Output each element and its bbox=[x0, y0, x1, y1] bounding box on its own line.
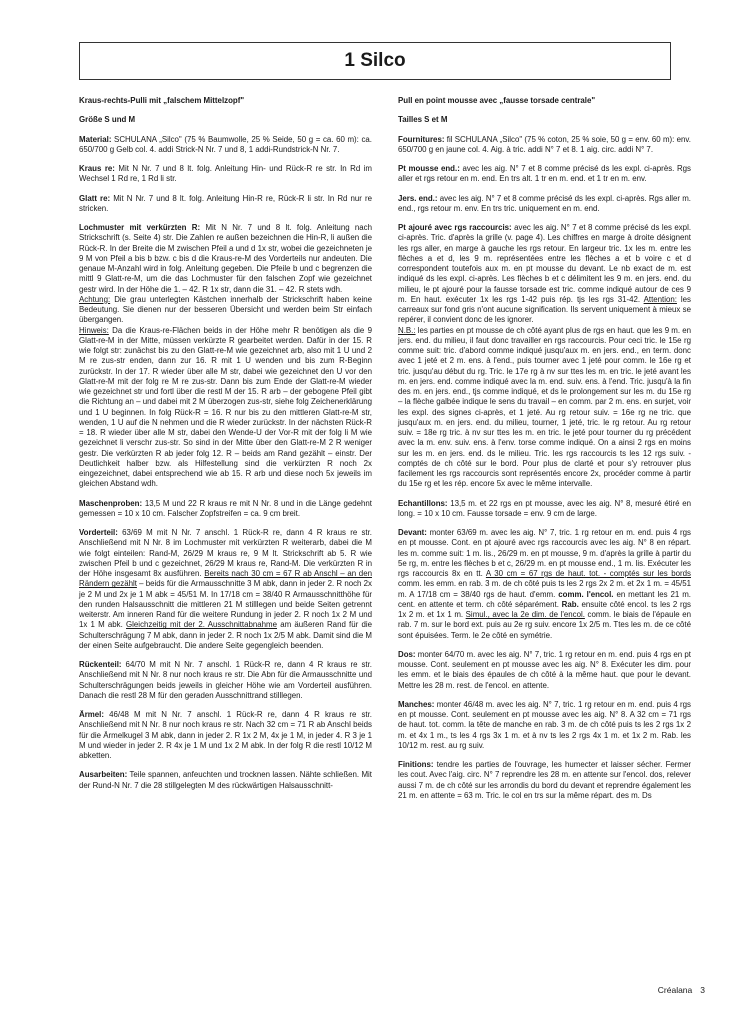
vorderteil-text-2: – beids für die Armausschnitte 3 M abk, dann in jeder 2. R noch 2x je 2 M und 2x je 1 M abk = 45/51 M. In 17/18 cm = 38/40 R Armausschnitthöhe für den runden Halsausschnitt die mittleren 21 M stilllegen und beide Seiten getrennt weiterstr. Am inneren Rand für die weitere Rundung in jeder 2. R noch 1x 2 M und 1x 1 M abk. bbox=[79, 579, 372, 630]
german-sizes: Größe S und M bbox=[79, 115, 136, 125]
hinweis-label: Hinweis: bbox=[79, 325, 109, 335]
attention-text: les carreaux sur fond gris n'ont aucune signification. Ils servent uniquement à mieux se repérer, il convient donc de les ignorer. bbox=[398, 294, 692, 325]
material-label: Material: bbox=[79, 134, 112, 144]
fournitures-text: fil SCHULANA „Silco" (75 % coton, 25 % soie, 50 g = env. 60 m): env. 650/700 g en jaune col. 4. Aig. à tric. addi N° 7 et 8. 1 aig. circ. addi N° 7. bbox=[398, 134, 691, 154]
page-title: 1 Silco bbox=[344, 50, 406, 71]
pt-mousse-text: avec les aig. N° 7 et 8 comme précisé ds les expl. ci-après. Rgs aller et rgs retour en m. end. En trs alt. 1 tr en m. end. et 1 tr en m. env. bbox=[398, 164, 691, 184]
glatt-text: Mit N Nr. 7 und 8 lt. folg. Anleitung Hin-R re, Rück-R li str. In Rd nur re stricken. bbox=[79, 193, 372, 213]
fournitures-paragraph bbox=[398, 135, 691, 156]
devant-bold-2: Rab. bbox=[561, 599, 579, 609]
echantillons-paragraph bbox=[398, 499, 691, 520]
kraus-paragraph bbox=[79, 164, 372, 185]
pt-mousse-label: Pt mousse end.: bbox=[398, 164, 460, 173]
devant-paragraph bbox=[398, 528, 691, 641]
ausarbeiten-paragraph bbox=[79, 770, 372, 791]
jers-paragraph bbox=[398, 194, 691, 215]
dos-label: Dos: bbox=[398, 649, 416, 659]
aermel-label: Ärmel: bbox=[79, 710, 104, 719]
lochmuster-paragraph bbox=[79, 223, 372, 490]
german-title: Kraus-rechts-Pulli mit „falschem Mittelzopf" bbox=[79, 96, 245, 105]
kraus-text: Mit N Nr. 7 und 8 lt. folg. Anleitung Hin- und Rück-R re str. In Rd im Wechsel 1 Rd re, 1 Rd li str. bbox=[79, 164, 372, 184]
dos-paragraph bbox=[398, 650, 691, 691]
devant-underline-2: Simul., avec la 2e dim. de l'encol. bbox=[465, 610, 585, 619]
vorderteil-label: Vorderteil: bbox=[79, 528, 118, 537]
glatt-label: Glatt re: bbox=[79, 193, 111, 203]
achtung-label: Achtung: bbox=[79, 294, 111, 304]
lochmuster-label: Lochmuster mit verkürzten R: bbox=[79, 223, 201, 232]
devant-text-5: comm. le biais de l'épaule en rab. 7 m. sur le bord ext. puis au 2e rg suiv. encore 1x 2/5 m. Ttes les m. de ce côté sont épuisées. Term. le 2e côté en symétrie. bbox=[398, 610, 691, 640]
footer-brand: Créalana bbox=[657, 985, 693, 995]
attention-label: Attention: bbox=[643, 294, 677, 304]
fournitures-label: Fournitures: bbox=[398, 134, 445, 144]
rueckenteil-paragraph bbox=[79, 660, 372, 701]
aermel-text: 46/48 M mit N Nr. 7 anschl. 1 Rück-R re, dann 4 R kraus re str. Anschließend mit N Nr. 8 nur noch kraus re str. Nach 32 cm = 71 R ab Anschl beids für die Ärmelkugel 3 M abk, dann in jeder 2. R 1x 2 M, 4x je 1 M, in jeder 4. R 3 je 1 M und wieder in jeder 2. R 4x je 1 M und 1x 2 M abk. In der folg R die restl 10/12 M abketten. bbox=[79, 710, 372, 760]
pt-ajoure-text: avec les aig. N° 7 et 8 comme précisé ds les expl. ci-après. Tric. d'après la grille (v. page 4). Les chiffres en marge à droite désignent les rgs aller, en marge à gauche les rgs retour. En largeur tric. 1x les m. entre les flèches a et d, les 9 m. représentées entre les flèches a et b voire c et d correspondent toutefois aux m. en pt mousse du devant. Le nb exact de m. est indiqué ds les expl. ci-après. Les flèches b et c délimitent les 9 m. en jers. end. du milieu, le pt ajouré pour la fausse torsade est tric. comme indiqué autour de ces 9 m. En haut. exécuter 1x les rgs 1-42 puis rép. tjs les rgs 31-42. bbox=[398, 223, 692, 304]
echantillons-label: Echantillons: bbox=[398, 498, 448, 508]
devant-text-4: ensuite côté encol. ts les 2 rgs 1x 2 m. et 1x 1 m. bbox=[398, 599, 692, 619]
jers-text: avec les aig. N° 7 et 8 comme précisé ds les expl. ci-après. Rgs aller m. end., rgs retour m. env. En trs tric. uniquement en m. end. bbox=[398, 193, 692, 213]
material-paragraph bbox=[79, 135, 372, 156]
finitions-text: tendre les parties de l'ouvrage, les humecter et laisser sécher. Fermer les cout. Avec l'aig. circ. N° 7 reprendre les 28 m. en attente sur l'encol. dos, relever aussi 7 m. de ch côté sur les arrondis du bord du devant et reprendre également les 21 m. en attente = 63 m. Tric. le col en trs sur la même répart. des m. Ds bbox=[398, 760, 691, 800]
pt-ajoure-label: Pt ajouré avec rgs raccourcis: bbox=[398, 223, 512, 232]
pt-mousse-paragraph bbox=[398, 164, 691, 185]
devant-text-3: en mettant les 21 m. cent. en attente et term. ch côté séparément. bbox=[398, 589, 691, 609]
page-footer bbox=[658, 985, 705, 995]
maschenproben-paragraph bbox=[79, 499, 372, 520]
ausarbeiten-label: Ausarbeiten: bbox=[79, 770, 128, 780]
french-sizes: Tailles S et M bbox=[398, 115, 448, 125]
jers-label: Jers. end.: bbox=[398, 193, 438, 203]
french-title: Pull en point mousse avec „fausse torsade centrale" bbox=[398, 96, 596, 105]
aermel-paragraph bbox=[79, 710, 372, 761]
rueckenteil-text: 64/70 M mit N Nr. 7 anschl. 1 Rück-R re, dann 4 R kraus re str. Anschließend mit N Nr. 8 nur noch kraus re str. Die Abn für die Armausschnitte und Schulterschrägungen beids jeweils in gleicher Höhe wie am Vorderteil ausführen. Danach die restl 28 M für den geraden Ausschnittrand stilllegen. bbox=[79, 660, 372, 700]
devant-text-1: monter 63/69 m. avec les aig. N° 7, tric. 1 rg retour en m. end. puis 4 rgs en pt mousse. Cont. en pt ajouré avec rgs raccourcis avec les aig. N° 8 en répart. les m. comme suit: 1 m. lis., 26/29 m. en pt mousse, 9 m. d'après la grille à partir du 5e rg, m. entre les flèches b et c, 26/29 m. en pt mousse end., 1 m. lis. Exécuter les rgs raccourcis 8x en tt. bbox=[398, 528, 691, 578]
vorderteil-underline-2: Gleichzeitig mit der 2. Ausschnittabnahme bbox=[126, 620, 278, 630]
vorderteil-underline-1: Bereits nach 30 cm = 67 R ab Anschl – an den Rändern gezählt bbox=[79, 569, 372, 589]
finitions-label: Finitions: bbox=[398, 760, 434, 769]
page-title-box bbox=[79, 42, 671, 80]
pt-ajoure-paragraph bbox=[398, 223, 691, 490]
devant-label: Devant: bbox=[398, 528, 427, 537]
footer-page-number: 3 bbox=[700, 985, 705, 995]
devant-bold-1: comm. l'encol. bbox=[558, 589, 614, 599]
nb-text: les parties en pt mousse de ch côté ayant plus de rgs en haut. que les 9 m. en jers. end. du milieu, il faut donc travailler en rgs raccourcis. Pour ceci tric. le 15e rg comme suit: tric. d'abord comme indiqué jusqu'aux m. en jers. end., en term. donc avec 1 jeté et 2 m. ens. à l'end., puis tourner avec 1 jeté pour comm. le 16e rg et tric. jusqu'au début du rg. Tric. le 17e rg à nv sur ttes les m. en tric. le jeté avant les m. en jers. end. comme indiqué avec la m. end. suiv. ens. à l'end. Tric. jusqu'à la fin des m. en jers. end., tjs comme indiqué, et ds le prolongement sur les m. du 15e rg – la flèche galbée indique le sens du travail – en comm. par 2 m. ens. en surjet, voir les expl. des signes ci-après, et 1 jeté. Au rg retour suiv. = 16e rg ne tric. que jusqu'aux m. en jers. end. du milieu, tourner, 1 jeté, tric. le rg retour. Au rg retour suiv. = 18e rg tric. à nv sur ttes les m. en tric. le jeté pour tourner du rg précédent avec la m. env. suiv. ens. à l'env. torse comme indiqué. On a ainsi 2 rgs en moins sur les m. en jers. end. ds le milieu. Tric. les rgs raccourcis ts les 12 rgs suiv. - comptés de ch côté sur le bord. Pour plus de clarté et pour s'y retrouver plus facilement les rgs raccourcis sont représentés encore 2x, procéder comme à partir du 15e rg et les rép. encore 5x avec le même intervalle. bbox=[398, 325, 692, 489]
french-column bbox=[398, 96, 691, 810]
rueckenteil-label: Rückenteil: bbox=[79, 660, 122, 669]
devant-underline-1: A 30 cm = 67 rgs de haut. tot. - comptés sur les bords bbox=[485, 569, 691, 578]
german-column bbox=[79, 96, 372, 800]
ausarbeiten-text: Teile spannen, anfeuchten und trocknen lassen. Nähte schließen. Mit der Rund-N Nr. 7 die 28 stillgelegten M des rückwärtigen Halsausschnitt- bbox=[79, 770, 372, 790]
maschenproben-label: Maschenproben: bbox=[79, 498, 143, 508]
nb-label: N.B.: bbox=[398, 325, 416, 335]
manches-label: Manches: bbox=[398, 699, 435, 709]
lochmuster-text: Mit N Nr. 7 und 8 lt. folg. Anleitung nach Strickschrift (s. Seite 4) str. Die Zahlen re außen bezeichnen die Hin-R, li außen die Rück-R. In der Breite die M zwischen Pfeil a und d 1x str, wobei die gezeichneten je 9 M von Pfeil a bis b bzw. c bis d die Kraus-re-M des Vorderteils nur andeuten. Die genaue M-Anzahl wird in folg. Anleitung gegeben. Die Pfeile b und c begrenzen die mittl 9 Glatt-re-M, um die das Lochmuster für den falschen Zopf wie gezeichnet gestr wird. In der Höhe die 1. – 42. R 1x str, dann die 31. – 42. R stets wdh. bbox=[79, 223, 373, 294]
maschenproben-text: 13,5 M und 22 R kraus re mit N Nr. 8 und in die Länge gedehnt gemessen = 10 x 10 cm. Falscher Zopfstreifen = ca. 9 cm breit. bbox=[79, 498, 372, 518]
material-text: SCHULANA „Silco" (75 % Baumwolle, 25 % Seide, 50 g = ca. 60 m): ca. 650/700 g Gelb col. 4. addi Strick-N Nr. 7 und 8, 1 addi-Rundstrick-N Nr. 7. bbox=[79, 134, 372, 154]
glatt-paragraph bbox=[79, 194, 372, 215]
kraus-label: Kraus re: bbox=[79, 164, 115, 173]
hinweis-text: Da die Kraus-re-Flächen beids in der Höhe mehr R benötigen als die 9 Glatt-re-M in der Mitte, müssen verkürzte R gearbeitet werden. Dafür in der 15. R wie folgt str: zunächst bis zu den Glatt-re-M wie gezeichnet arb, also mit 1 U und 2 M re zus-str enden, dann zur 16. R mit 1 U wenden und bis zum R-Beginn zurückstr. In der 17. R wieder über alle M str, dabei wie gezeichnet den U vor den Glatt-re-M mit der folg re M re zus-str. Dann bis zum Ende der Glatt-re-M wieder wie gezeichnet str und fortl über die restl M der 15. R arb – der gebogene Pfeil gibt die Richtung an – und dabei mit 2 M überzogen zus-str, siehe folg Zeichenerklärung und 1 U beginnen. In folg Rück-R = 16. R nur bis zu den mittleren Glatt-re-M str, wenden, 1 U auf die N nehmen und die R wieder zurückstr. In der nächsten Rück-R = 18. R wieder über alle M str, dabei den Wende-U der Vor-R mit der folg li M wie gezeichnet li verschr zus-str. So sind in der Mitte über den Glatt-re-M 2 R weniger gestr. Die verkürzten R ab jeder folg 12. R – beids am Rand gezählt – einstr. Der Deutlichkeit halber bzw. als Hilfestellung sind die verkürzten R noch 2x eingezeichnet, dabei entsprechend wie ab 15. R arb und diese noch 5x jeweils im gleichen Abstand wdh. bbox=[79, 325, 372, 489]
manches-text: monter 46/48 m. avec les aig. N° 7, tric. 1 rg retour en m. end. puis 4 rgs en pt mousse. Cont. seulement en pt mousse avec les aig. N° 8. A 32 cm = 71 rgs de haut. tot. comm. la tête de manche en rab. 3 m. de ch côté puis ts les 2 rgs 1x 2 m. et 4x 1 m., ts les 4 rgs 3x 1 m. et à nv ts les 2 rgs 4x 1 m. et 1x 2 m. Rab. les 10/12 m. rest. au rg suiv. bbox=[398, 699, 691, 750]
echantillons-text: 13,5 m. et 22 rgs en pt mousse, avec les aig. N° 8, mesuré étiré en long. = 10 x 10 cm. Fausse torsade = env. 9 cm de large. bbox=[398, 498, 691, 518]
finitions-paragraph bbox=[398, 760, 691, 801]
vorderteil-text-3: am äußeren Rand für die Schulterschrägung 7 M abk, dann in jeder 2. R noch 1x 2/5 M abk. Damit sind die M der einen Seite aufgebraucht. Die andere Seite gegengleich beenden. bbox=[79, 620, 372, 650]
devant-text-2: comm. les emm. en rab. 3 m. de ch côté puis ts les 2 rgs 2x 2 m. et 2x 1 m. = 45/51 m. A 17/18 cm = 38/40 rgs de haut. d'emm. bbox=[398, 579, 691, 599]
achtung-text: Die grau unterlegten Kästchen innerhalb der Strickschrift haben keine Bedeutung. Sie dienen nur der besseren Übersicht und werden beim Str einfach übergangen. bbox=[79, 294, 372, 325]
vorderteil-text-1: 63/69 M mit N Nr. 7 anschl. 1 Rück-R re, dann 4 R kraus re str. Anschließend mit N Nr. 8 im Lochmuster mit verkürzten R weiterarb, dabei die M wie folgt einteilen: Rand-M, 26/29 M kraus re, 9 M lt. Strickschrift ab 5. R wie zwischen Pfeil b und c gezeichnet, 26/29 M kraus re, Rand-M. Die verkürzten R in der Höhe insgesamt 8x ausführen. bbox=[79, 528, 372, 578]
dos-text: monter 64/70 m. avec les aig. N° 7, tric. 1 rg retour en m. end. puis 4 rgs en pt mousse. Cont. seulement en pt mousse avec les aig. N° 8. Exécuter les dim. pour les emm. et le biais des épaules de ch côté à la même haut. que pour le devant. Mettre les 28 m. rest. de l'encol. en attente. bbox=[398, 649, 691, 690]
vorderteil-paragraph bbox=[79, 528, 372, 651]
manches-paragraph bbox=[398, 700, 691, 751]
